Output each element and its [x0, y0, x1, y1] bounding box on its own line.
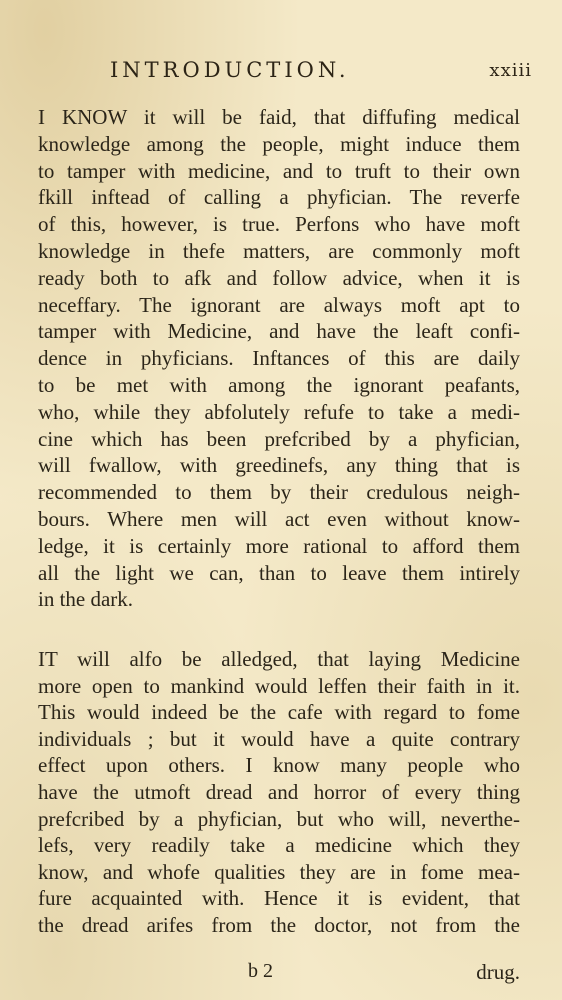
text-line: knowledge among the people, might induce them [38, 131, 520, 156]
text-line: in the dark. [38, 587, 134, 612]
text-line: dence in phyficians. Inftances of this are daily [38, 346, 520, 371]
text-line: recommended to them by their credulous neigh- [38, 480, 520, 505]
text-line: prefcribed by a phyfician, but who will, neverthe- [38, 806, 520, 831]
text-line: IT will alfo be alledged, that laying Medicine [38, 647, 520, 671]
text-line: who, while they abfolutely refufe to take a medi- [38, 399, 520, 424]
text-line: will fwallow, with greedinefs, any thing that is [38, 453, 520, 478]
text-line: effect upon others. I know many people who [38, 753, 520, 778]
paragraph-1 [38, 104, 520, 613]
text-line: cine which has been prefcribed by a phyfician, [38, 426, 520, 451]
text-line: the dread arifes from the doctor, not from the [38, 912, 520, 937]
text-line: I KNOW it will be faid, that diffufing medical [38, 105, 520, 129]
text-line: lefs, very readily take a medicine which they [38, 833, 520, 858]
text-line: individuals ; but it would have a quite contrary [38, 726, 520, 751]
page-number: xxiii [489, 60, 532, 81]
text-line: tamper with Medicine, and have the leaft confi- [38, 319, 520, 344]
text-line: ledge, it is certainly more rational to afford them [38, 533, 520, 558]
text-line: have the utmoft dread and horror of every thing [38, 779, 520, 804]
paragraph-2 [38, 646, 520, 939]
text-line: fkill inftead of calling a phyfician. The reverfe [38, 185, 520, 210]
text-line: ready both to afk and follow advice, when it is [38, 265, 520, 290]
signature-mark: b 2 [248, 960, 273, 982]
page-header [110, 58, 532, 90]
text-line: more open to mankind would leffen their faith in it. [38, 673, 520, 698]
text-line: This would indeed be the cafe with regard to fome [38, 700, 520, 725]
text-line: to be met with among the ignorant peafants, [38, 372, 520, 397]
page-footer [38, 960, 520, 986]
running-head: INTRODUCTION. [110, 58, 350, 82]
text-line: knowledge in thefe matters, are commonly moft [38, 238, 520, 263]
text-line: to tamper with medicine, and to truft to their own [38, 158, 520, 183]
text-line: all the light we can, than to leave them intirely [38, 560, 520, 585]
text-line: know, and whofe qualities they are in fome mea- [38, 859, 520, 884]
text-line: bours. Where men will act even without know- [38, 506, 520, 531]
catchword: drug. [476, 960, 520, 984]
text-line: neceffary. The ignorant are always moft apt to [38, 292, 520, 317]
text-line: fure acquainted with. Hence it is evident, that [38, 886, 520, 911]
text-line: of this, however, is true. Perfons who have moft [38, 212, 520, 237]
